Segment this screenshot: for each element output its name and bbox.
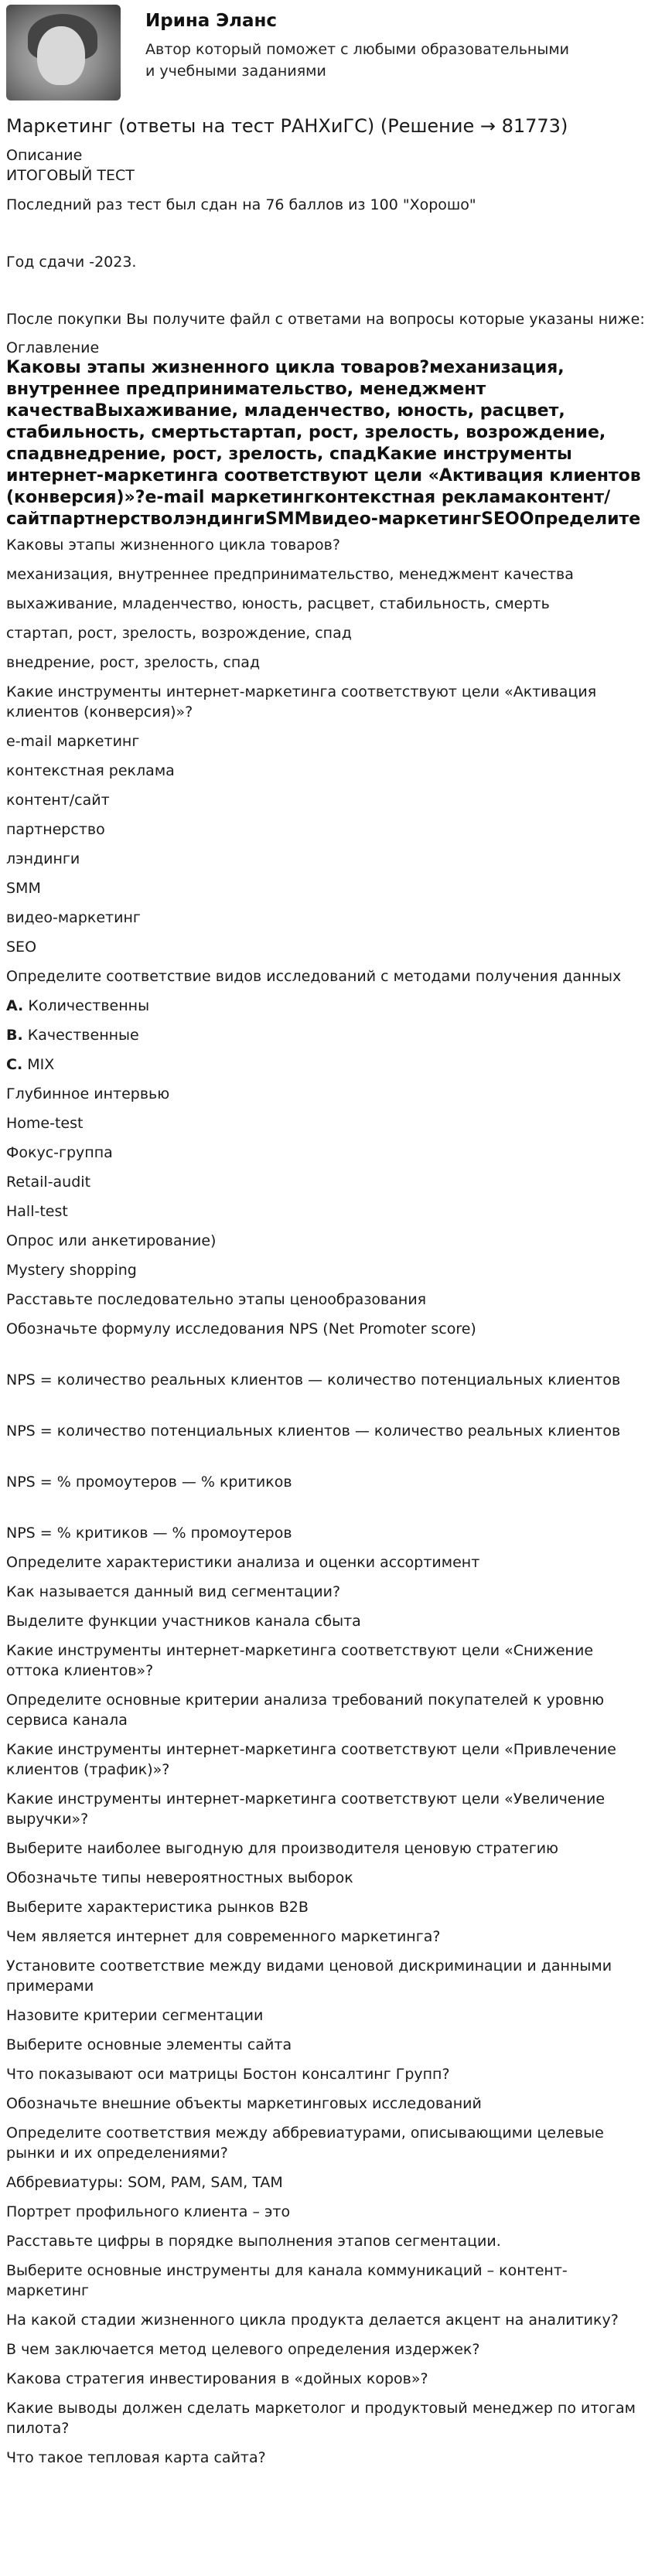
toc-label: Оглавление (6, 339, 100, 356)
q2-option: e-mail маркетинг (6, 733, 140, 750)
question: Выберите характеристика рынков B2B (6, 1899, 309, 1916)
letter-label: B. (6, 1027, 23, 1044)
question-1: Каковы этапы жизненного цикла товаров? (6, 537, 340, 554)
q3-method: Глубинное интервью (6, 1085, 170, 1102)
letter-label: A. (6, 997, 24, 1014)
question: Выделите функции участников канала сбыта (6, 1613, 361, 1630)
question: Какие выводы должен сделать маркетолог и продуктовый менеджер по итогам пилота? (6, 2400, 636, 2437)
question: Определите соответствия между аббревиатурами, описывающими целевые рынки и их определениями? (6, 2125, 604, 2162)
year-text: Год сдачи -2023. (6, 254, 137, 271)
question: Какие инструменты интернет-маркетинга соответствуют цели «Снижение оттока клиентов»? (6, 1642, 594, 1679)
last-score-text: Последний раз тест был сдан на 76 баллов из 100 "Хорошо" (6, 196, 476, 213)
question-3: Определите соответствие видов исследований с методами получения данных (6, 968, 622, 985)
q1-option: выхаживание, младенчество, юность, расцвет, стабильность, смерть (6, 595, 550, 612)
author-description: Автор который поможет с любыми образовательными и учебными заданиями (145, 41, 570, 80)
q3-method: Hall-test (6, 1203, 68, 1220)
author-avatar[interactable] (6, 5, 121, 101)
final-test-label: ИТОГОВЫЙ ТЕСТ (6, 167, 135, 184)
nps-option: NPS = % критиков — % промоутеров (6, 1525, 292, 1542)
q3-method: Retail-audit (6, 1174, 91, 1191)
nps-option: NPS = % промоутеров — % критиков (6, 1474, 292, 1491)
question: На какой стадии жизненного цикла продукта делается акцент на аналитику? (6, 2312, 619, 2329)
question-4: Расставьте последовательно этапы ценообразования (6, 1291, 427, 1308)
question: Выберите основные инструменты для канала коммуникаций – контент-маркетинг (6, 2262, 568, 2299)
question: Выберите основные элементы сайта (6, 2036, 292, 2053)
letter-text: MIX (27, 1056, 55, 1073)
toc-body: Каковы этапы жизненного цикла товаров?механизация, внутреннее предпринимательство, менеджмент качестваВыхаживание, младенчество, юность, расцвет, стабильность, смертьстартап, рост, зрелость, возрождение, спадвнедрение, рост, зрелость, спадКакие инструменты интернет-маркетинга соответствуют цели «Активация клиентов (конверсия)»?e-mail маркетингконтекстная рекламаконтент/сайтпартнерстволэндингиSMMвидео-маркетингSEOОпределите (6, 358, 641, 529)
q2-option: видео-маркетинг (6, 909, 141, 926)
question: Расставьте цифры в порядке выполнения этапов сегментации. (6, 2233, 501, 2250)
q2-option: контекстная реклама (6, 762, 175, 779)
q3-method: Mystery shopping (6, 1262, 137, 1279)
letter-text: Качественные (27, 1027, 139, 1044)
q1-option: стартап, рост, зрелость, возрождение, спад (6, 625, 352, 642)
q3-method: Home-test (6, 1115, 84, 1132)
q1-option: механизация, внутреннее предпринимательство, менеджмент качества (6, 566, 574, 583)
page-title: Маркетинг (ответы на тест РАНХиГС) (Решение → 81773) (6, 115, 568, 137)
question: Обозначьте внешние объекты маркетинговых исследований (6, 2095, 482, 2112)
q1-option: внедрение, рост, зрелость, спад (6, 654, 261, 671)
question: Аббревиатуры: SOM, PAM, SAM, TAM (6, 2174, 283, 2191)
question: Назовите критерии сегментации (6, 2007, 264, 2024)
q3-letter-item (6, 1025, 647, 1045)
question: Обозначьте типы невероятностных выборок (6, 1869, 353, 1886)
avatar-face (37, 26, 85, 85)
q2-option: SEO (6, 939, 37, 956)
question: Какова стратегия инвестирования в «дойных коров»? (6, 2370, 428, 2387)
question: Что такое тепловая карта сайта? (6, 2449, 266, 2466)
question: Портрет профильного клиента – это (6, 2203, 291, 2220)
author-name[interactable]: Ирина Эланс (145, 11, 278, 31)
author-block (6, 0, 647, 105)
q2-option: лэндинги (6, 850, 80, 867)
q2-option: партнерство (6, 821, 105, 838)
question-2: Какие инструменты интернет-маркетинга соответствуют цели «Активация клиентов (конверсия)»? (6, 683, 597, 721)
question: Установите соответствие между видами ценовой дискриминации и данными примерами (6, 1958, 612, 1995)
question: Какие инструменты интернет-маркетинга соответствуют цели «Увеличение выручки»? (6, 1791, 606, 1828)
nps-option: NPS = количество потенциальных клиентов — количество реальных клиентов (6, 1423, 621, 1440)
question: Как называется данный вид сегментации? (6, 1583, 341, 1600)
question-5: Обозначьте формулу исследования NPS (Net Promoter score) (6, 1320, 476, 1337)
question: В чем заключается метод целевого определения издержек? (6, 2341, 480, 2358)
description-label: Описание (6, 147, 83, 164)
question: Какие инструменты интернет-маркетинга соответствуют цели «Привлечение клиентов (трафик)»? (6, 1741, 616, 1778)
question: Выберите наиболее выгодную для производителя ценовую стратегию (6, 1840, 559, 1857)
question: Определите основные критерии анализа требований покупателей к уровню сервиса канала (6, 1692, 605, 1729)
letter-text: Количественны (28, 997, 150, 1014)
after-purchase-text: После покупки Вы получите файл с ответами на вопросы которые указаны ниже: (6, 311, 645, 328)
nps-option: NPS = количество реальных клиентов — количество потенциальных клиентов (6, 1371, 621, 1389)
q2-option: контент/сайт (6, 792, 110, 809)
q3-letter-item (6, 996, 647, 1016)
q2-option: SMM (6, 880, 41, 897)
q3-letter-item (6, 1055, 647, 1075)
question: Чем является интернет для современного маркетинга? (6, 1928, 441, 1945)
question: Что показывают оси матрицы Бостон консалтинг Групп? (6, 2066, 450, 2083)
letter-label: C. (6, 1056, 23, 1073)
q3-method: Фокус-группа (6, 1144, 113, 1161)
question: Определите характеристики анализа и оценки ассортимент (6, 1554, 480, 1571)
author-info (145, 5, 578, 82)
q3-method: Опрос или анкетирование) (6, 1232, 217, 1249)
